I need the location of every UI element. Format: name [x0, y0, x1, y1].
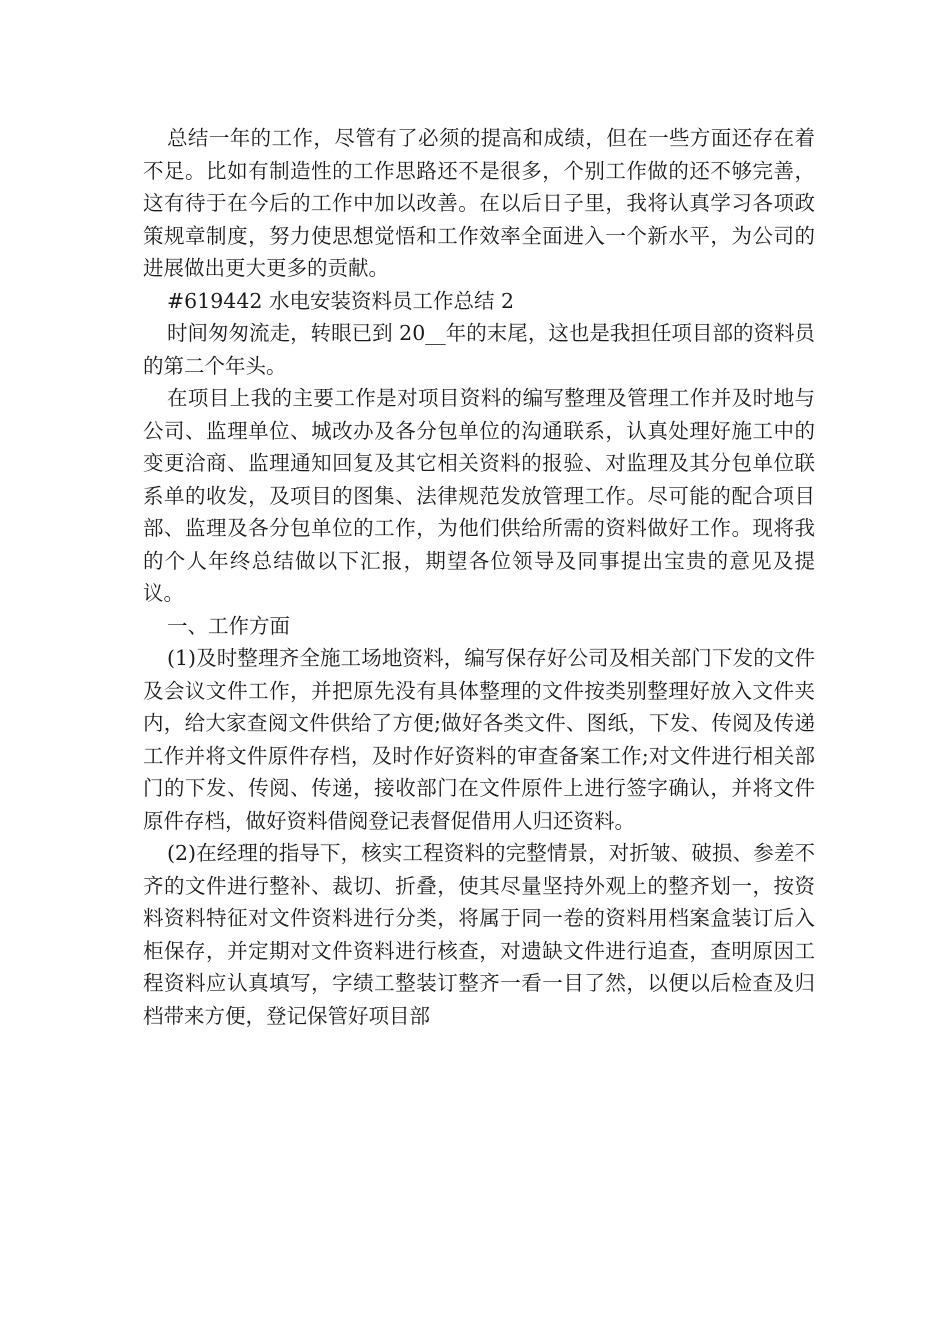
paragraph-intro: 时间匆匆流走，转眼已到 20__年的末尾，这也是我担任项目部的资料员的第二个年头。 — [143, 321, 815, 378]
document-body — [143, 122, 815, 1032]
paragraph-main-duties: 在项目上我的主要工作是对项目资料的编写整理及管理工作并及时地与公司、监理单位、城改办及各分包单位的沟通联系，认真处理好施工中的变更洽商、监理通知回复及其它相关资料的报验、对监理及其分包单位联系单的收发，及项目的图集、法律规范发放管理工作。尽可能的配合项目部、监理及各分包单位的工作，为他们供给所需的资料做好工作。现将我的个人年终总结做以下汇报，期望各位领导及同事提出宝贵的意见及提议。 — [143, 386, 815, 605]
subsection-heading: 一、工作方面 — [167, 613, 290, 638]
paragraph-item-2: (2)在经理的指导下，核实工程资料的完整情景，对折皱、破损、参差不齐的文件进行整补、裁切、折叠，使其尽量坚持外观上的整齐划一，按资料资料特征对文件资料进行分类，将属于同一卷的资料用档案盒装订后入柜保存，并定期对文件资料进行核查，对遗缺文件进行追查，查明原因工程资料应认真填写，字绩工整装订整齐一看一目了然，以便以后检查及归档带来方便，登记保管好项目部 — [143, 841, 815, 1028]
paragraph-item-1: (1)及时整理齐全施工场地资料，编写保存好公司及相关部门下发的文件及会议文件工作，并把原先没有具体整理的文件按类别整理好放入文件夹内，给大家查阅文件供给了方便;做好各类文件、图纸，下发、传阅及传递工作并将文件原件存档，及时作好资料的审查备案工作;对文件进行相关部门的下发、传阅、传递，接收部门在文件原件上进行签字确认，并将文件原件存档，做好资料借阅登记表督促借用人归还资料。 — [143, 646, 815, 833]
section-title: #619442 水电安装资料员工作总结 2 — [167, 288, 515, 313]
paragraph-summary: 总结一年的工作，尽管有了必须的提高和成绩，但在一些方面还存在着不足。比如有制造性的工作思路还不是很多，个别工作做的还不够完善，这有待于在今后的工作中加以改善。在以后日子里，我将认真学习各项政策规章制度，努力使思想觉悟和工作效率全面进入一个新水平，为公司的进展做出更大更多的贡献。 — [143, 126, 815, 280]
